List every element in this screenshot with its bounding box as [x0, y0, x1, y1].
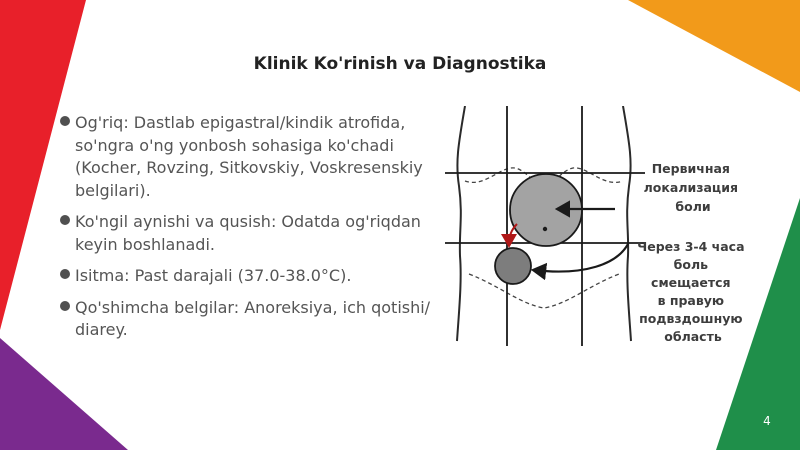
bullet-item [58, 297, 433, 342]
primary-pain-label: Первичная локализация боли [643, 161, 738, 214]
abdomen-pain-diagram [445, 106, 750, 346]
slide-title: Klinik Ko'rinish va Diagnostika [253, 54, 547, 74]
bullet-list [58, 112, 433, 351]
bullet-dot-icon [60, 269, 70, 279]
shift-pointer-arrow [533, 244, 628, 272]
bullet-text: Isitma: Past darajali (37.0-38.0°C). [75, 266, 352, 285]
bullet-item [58, 211, 433, 256]
orange-corner-shape [628, 0, 800, 92]
secondary-pain-area [495, 248, 531, 284]
bullet-dot-icon [60, 116, 70, 126]
bullet-text: Og'riq: Dastlab epigastral/kindik atrofida, so'ngra o'ng yonbosh sohasiga ko'chadi (Kocher, Rovzing, Sitkovskiy, Voskresenskiy belgilari). [75, 113, 423, 200]
pain-shift-label: Через 3-4 часа боль смещается в правую подвздошную область [637, 239, 745, 344]
page-number: 4 [763, 414, 771, 428]
bullet-text: Qo'shimcha belgilar: Anoreksiya, ich qotishi/ diarey. [75, 297, 431, 339]
torso-right-outline [623, 106, 631, 341]
bullet-dot-icon [60, 301, 70, 311]
pelvis-arc [469, 274, 619, 308]
bullet-item [58, 112, 433, 202]
bullet-item [58, 265, 433, 288]
bullet-dot-icon [60, 215, 70, 225]
torso-left-outline [457, 106, 465, 341]
purple-corner-shape [0, 338, 128, 450]
primary-pain-dot [543, 227, 547, 231]
bullet-text: Ko'ngil aynishi va qusish: Odatda og'riqdan keyin boshlanadi. [75, 212, 421, 254]
